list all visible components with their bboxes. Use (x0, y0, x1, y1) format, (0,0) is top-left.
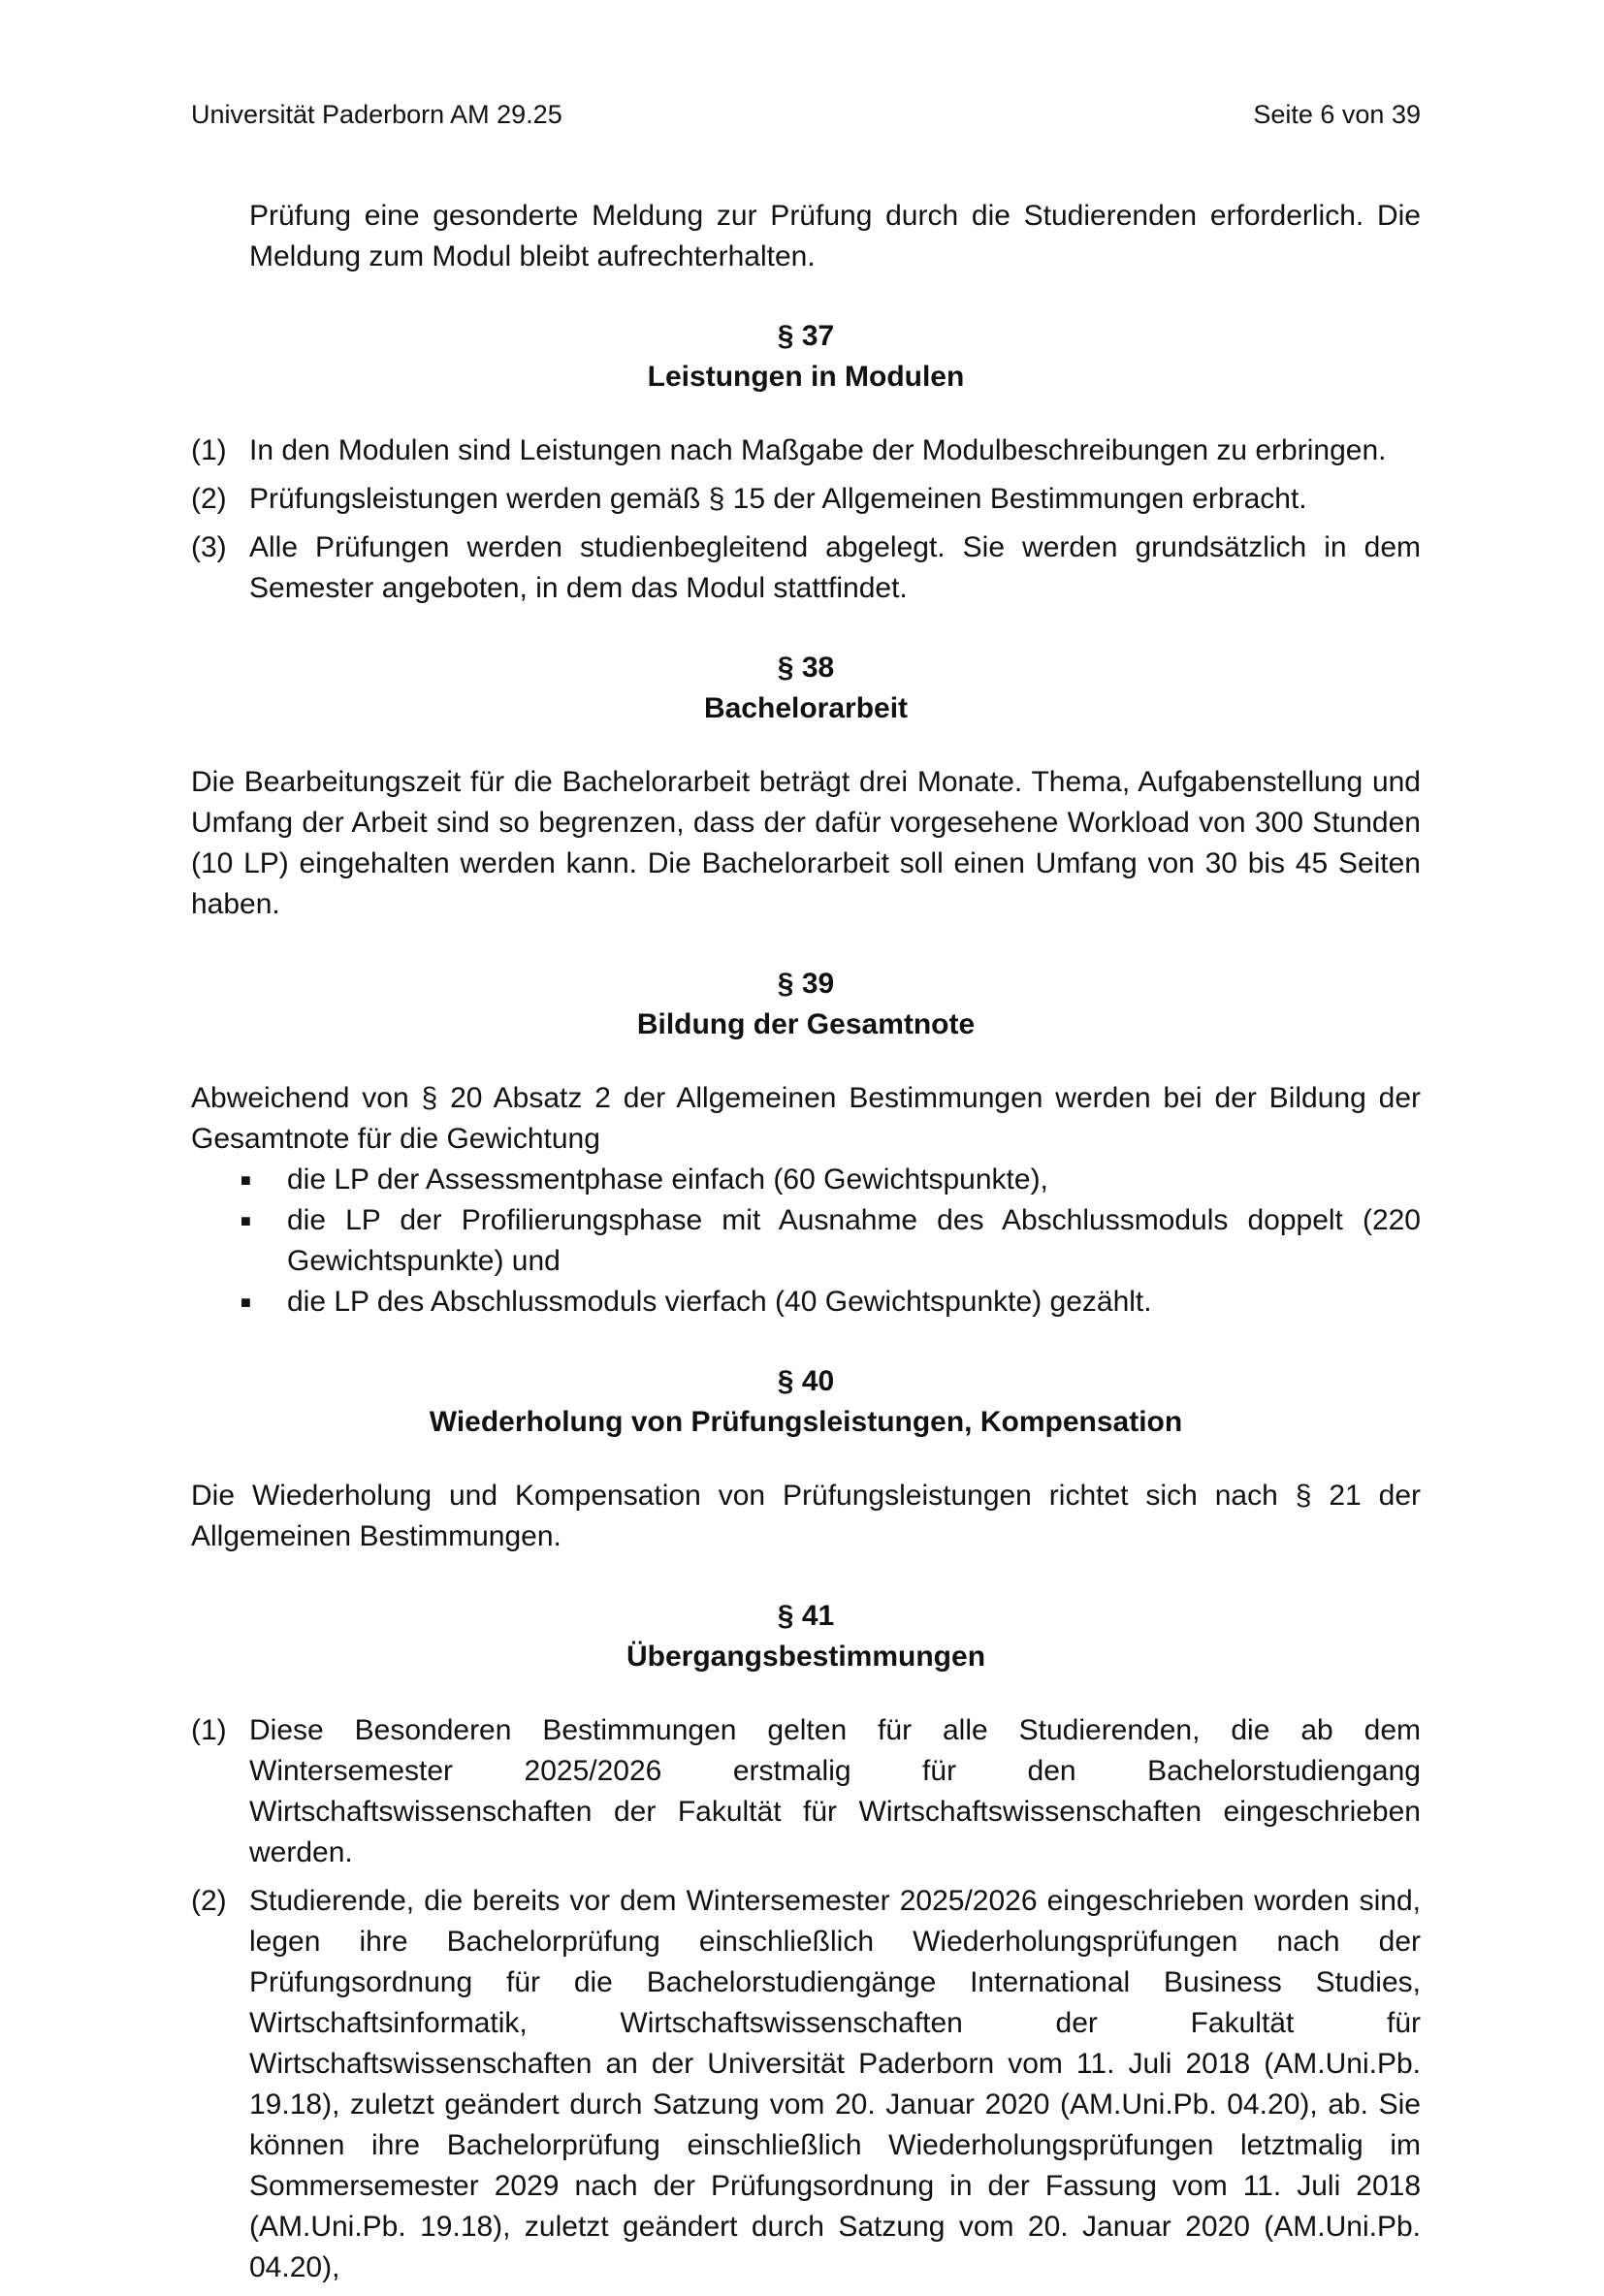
square-bullet-icon: ■ (241, 1292, 251, 1312)
section-number: § 40 (777, 1365, 835, 1397)
square-bullet-icon: ■ (241, 1211, 251, 1230)
section-41-heading (191, 1596, 1421, 1677)
intro-paragraph: Prüfung eine gesonderte Meldung zur Prüfung durch die Studierenden erforderlich. Die Meldung zum Modul bleibt aufrechterhalten. (249, 200, 1421, 272)
section-title: Wiederholung von Prüfungsleistungen, Kompensation (429, 1406, 1183, 1438)
bullet-item (241, 1200, 1421, 1282)
section-title: Bildung der Gesamtnote (636, 1008, 976, 1040)
section-number: § 41 (777, 1600, 835, 1632)
item-number: (2) (191, 1885, 227, 1917)
section-39-bullets (191, 1160, 1421, 1323)
list-item (191, 479, 1421, 520)
list-item (191, 1710, 1421, 1873)
section-40-heading (191, 1361, 1421, 1443)
section-number: § 37 (777, 320, 835, 352)
item-number: (1) (191, 434, 227, 466)
section-41-list (191, 1710, 1421, 2288)
section-number: § 38 (777, 652, 835, 684)
section-38-paragraph: Die Bearbeitungszeit für die Bachelorarbeit beträgt drei Monate. Thema, Aufgabenstellung und Umfang der Arbeit sind so begrenzen, dass der dafür vorgesehene Workload von 300 Stunden (10 LP) eingehalten werden kann. Die Bachelorarbeit soll einen Umfang von 30 bis 45 Seiten haben. (191, 766, 1421, 920)
section-39-paragraph: Abweichend von § 20 Absatz 2 der Allgemeinen Bestimmungen werden bei der Bildung der Gesamtnote für die Gewichtung (191, 1082, 1421, 1155)
header-right: Seite 6 von 39 (1253, 100, 1421, 129)
list-item (191, 527, 1421, 609)
list-item (191, 1881, 1421, 2288)
bullet-text: die LP der Profilierungsphase mit Ausnahme des Abschlussmoduls doppelt (220 Gewichtspunkte) und (287, 1204, 1421, 1277)
section-37-list (191, 430, 1421, 609)
section-title: Bachelorarbeit (703, 692, 909, 724)
item-number: (3) (191, 531, 227, 563)
item-number: (1) (191, 1714, 227, 1746)
document-page (191, 97, 1421, 2296)
section-title: Leistungen in Modulen (647, 361, 965, 393)
section-37-heading (191, 316, 1421, 398)
section-40-paragraph: Die Wiederholung und Kompensation von Prüfungsleistungen richtet sich nach § 21 der Allgemeinen Bestimmungen. (191, 1480, 1421, 1552)
section-title: Übergangsbestimmungen (626, 1641, 986, 1673)
section-39-heading (191, 964, 1421, 1045)
section-number: § 39 (777, 968, 835, 1000)
item-text: Diese Besonderen Bestimmungen gelten für alle Studierenden, die ab dem Wintersemester 2025/2026 erstmalig für den Bachelorstudiengang Wirtschaftswissenschaften der Fakultät für Wirtschaftswissenschaften eingeschrieben werden. (249, 1714, 1421, 1868)
bullet-text: die LP der Assessmentphase einfach (60 Gewichtspunkte), (287, 1164, 1048, 1196)
item-number: (2) (191, 483, 227, 515)
page-header (191, 97, 1421, 132)
item-text: Studierende, die bereits vor dem Wintersemester 2025/2026 eingeschrieben worden sind, legen ihre Bachelorprüfung einschließlich Wiederholungsprüfungen nach der Prüfungsordnung für die Bachelorstudiengänge International Business Studies, Wirtschaftsinformatik, Wirtschaftswissenschaften der Fakultät für Wirtschaftswissenschaften an der Universität Paderborn vom 11. Juli 2018 (AM.Uni.Pb. 19.18), zuletzt geändert durch Satzung vom 20. Januar 2020 (AM.Uni.Pb. 04.20), ab. Sie können ihre Bachelorprüfung einschließlich Wiederholungsprüfungen letztmalig im Sommersemester 2029 nach der Prüfungsordnung in der Fassung vom 11. Juli 2018 (AM.Uni.Pb. 19.18), zuletzt geändert durch Satzung vom 20. Januar 2020 (AM.Uni.Pb. 04.20), (249, 1885, 1421, 2283)
square-bullet-icon: ■ (241, 1170, 251, 1190)
list-item (191, 430, 1421, 471)
item-text: Prüfungsleistungen werden gemäß § 15 der Allgemeinen Bestimmungen erbracht. (249, 483, 1307, 515)
bullet-text: die LP des Abschlussmoduls vierfach (40 Gewichtspunkte) gezählt. (287, 1286, 1152, 1318)
item-text: Alle Prüfungen werden studienbegleitend abgelegt. Sie werden grundsätzlich in dem Semester angeboten, in dem das Modul stattfindet. (249, 531, 1421, 604)
header-left: Universität Paderborn AM 29.25 (191, 100, 562, 129)
section-38-heading (191, 648, 1421, 729)
bullet-item (241, 1282, 1421, 1323)
item-text: In den Modulen sind Leistungen nach Maßgabe der Modulbeschreibungen zu erbringen. (249, 434, 1387, 466)
bullet-item (241, 1160, 1421, 1200)
